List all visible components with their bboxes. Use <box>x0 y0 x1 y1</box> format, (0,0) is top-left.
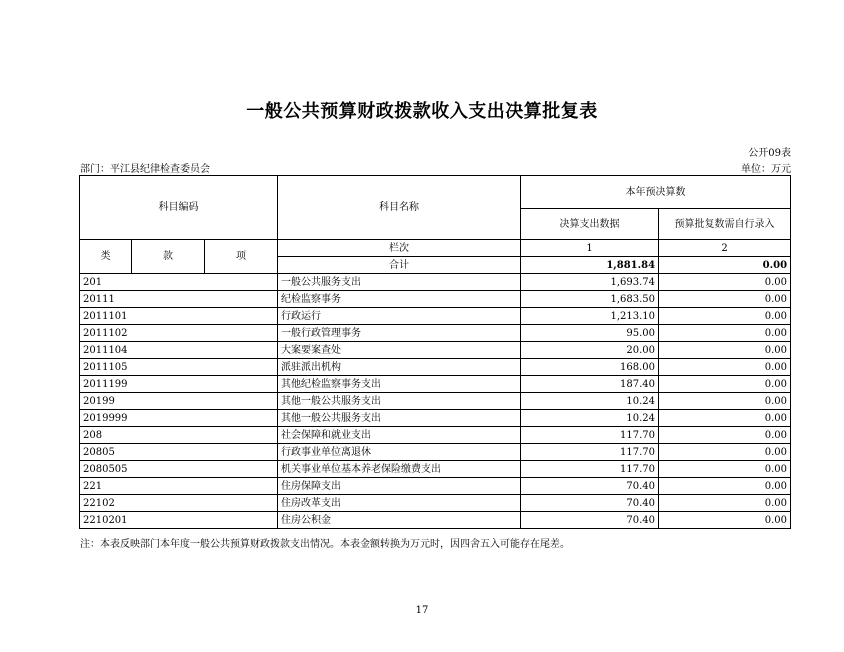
table-row <box>80 427 791 444</box>
row-approval: 0.00 <box>659 325 791 342</box>
row-name: 派驻派出机构 <box>278 359 521 376</box>
row-code: 2011105 <box>80 359 278 376</box>
row-code: 208 <box>80 427 278 444</box>
unit-label: 单位：万元 <box>741 164 791 175</box>
row-name: 大案要案查处 <box>278 342 521 359</box>
table-row <box>80 393 791 410</box>
column-order-label: 栏次 <box>278 240 521 257</box>
row-approval: 0.00 <box>659 427 791 444</box>
row-code: 22102 <box>80 495 278 512</box>
table-row <box>80 512 791 529</box>
row-code: 2011102 <box>80 325 278 342</box>
row-name: 行政事业单位离退休 <box>278 444 521 461</box>
table-row <box>80 461 791 478</box>
department-label: 部门：平江县纪律检查委员会 <box>80 164 210 175</box>
row-approval: 0.00 <box>659 308 791 325</box>
table-row <box>80 291 791 308</box>
row-name: 行政运行 <box>278 308 521 325</box>
row-name: 其他一般公共服务支出 <box>278 393 521 410</box>
footnote: 注：本表反映部门本年度一般公共预算财政拨款支出情况。本表金额转换为万元时，因四舍五入可能存在尾差。 <box>80 539 570 550</box>
table-row <box>80 342 791 359</box>
row-final: 1,683.50 <box>521 291 659 308</box>
row-code: 20199 <box>80 393 278 410</box>
header-subject-name: 科目名称 <box>278 176 521 240</box>
table-row <box>80 444 791 461</box>
row-approval: 0.00 <box>659 478 791 495</box>
row-name: 一般行政管理事务 <box>278 325 521 342</box>
row-approval: 0.00 <box>659 342 791 359</box>
column-order-1: 1 <box>521 240 659 257</box>
total-label: 合计 <box>278 257 521 274</box>
row-code: 221 <box>80 478 278 495</box>
table-row <box>80 325 791 342</box>
row-code: 2080505 <box>80 461 278 478</box>
page-number: 17 <box>415 605 429 616</box>
row-name: 其他一般公共服务支出 <box>278 410 521 427</box>
header-kuan: 款 <box>132 240 205 274</box>
row-code: 2011104 <box>80 342 278 359</box>
row-final: 10.24 <box>521 393 659 410</box>
page-title: 一般公共预算财政拨款收入支出决算批复表 <box>246 101 598 122</box>
row-approval: 0.00 <box>659 291 791 308</box>
row-approval: 0.00 <box>659 393 791 410</box>
row-final: 187.40 <box>521 376 659 393</box>
row-approval: 0.00 <box>659 495 791 512</box>
row-name: 社会保障和就业支出 <box>278 427 521 444</box>
row-final: 70.40 <box>521 495 659 512</box>
row-code: 20111 <box>80 291 278 308</box>
table-row <box>80 376 791 393</box>
row-name: 纪检监察事务 <box>278 291 521 308</box>
row-code: 201 <box>80 274 278 291</box>
budget-table <box>79 175 791 529</box>
row-final: 168.00 <box>521 359 659 376</box>
row-final: 117.70 <box>521 461 659 478</box>
header-row-1 <box>80 176 791 209</box>
header-final-expenditure: 决算支出数据 <box>521 209 659 240</box>
row-final: 1,213.10 <box>521 308 659 325</box>
row-approval: 0.00 <box>659 461 791 478</box>
header-lei: 类 <box>80 240 132 274</box>
row-approval: 0.00 <box>659 359 791 376</box>
row-code: 2019999 <box>80 410 278 427</box>
row-final: 117.70 <box>521 427 659 444</box>
row-approval: 0.00 <box>659 444 791 461</box>
total-final: 1,881.84 <box>521 257 659 274</box>
row-final: 10.24 <box>521 410 659 427</box>
header-approval-entry: 预算批复数需自行录入 <box>659 209 791 240</box>
row-approval: 0.00 <box>659 376 791 393</box>
table-row <box>80 410 791 427</box>
row-code: 2011101 <box>80 308 278 325</box>
row-name: 住房改革支出 <box>278 495 521 512</box>
row-final: 95.00 <box>521 325 659 342</box>
header-subject-code: 科目编码 <box>80 176 278 240</box>
header-row-3 <box>80 240 791 257</box>
table-row <box>80 274 791 291</box>
row-final: 70.40 <box>521 512 659 529</box>
row-name: 其他纪检监察事务支出 <box>278 376 521 393</box>
table-row <box>80 308 791 325</box>
row-name: 一般公共服务支出 <box>278 274 521 291</box>
row-final: 117.70 <box>521 444 659 461</box>
row-name: 机关事业单位基本养老保险缴费支出 <box>278 461 521 478</box>
row-approval: 0.00 <box>659 512 791 529</box>
row-code: 2011199 <box>80 376 278 393</box>
row-name: 住房保障支出 <box>278 478 521 495</box>
table-row <box>80 495 791 512</box>
row-code: 2210201 <box>80 512 278 529</box>
row-final: 20.00 <box>521 342 659 359</box>
column-order-2: 2 <box>659 240 791 257</box>
row-final: 1,693.74 <box>521 274 659 291</box>
header-budget-group: 本年预决算数 <box>521 176 791 209</box>
form-code: 公开09表 <box>748 148 791 159</box>
row-final: 70.40 <box>521 478 659 495</box>
table-row <box>80 359 791 376</box>
table-row <box>80 478 791 495</box>
row-code: 20805 <box>80 444 278 461</box>
row-approval: 0.00 <box>659 410 791 427</box>
header-xiang: 项 <box>205 240 278 274</box>
row-approval: 0.00 <box>659 274 791 291</box>
row-name: 住房公积金 <box>278 512 521 529</box>
total-approval: 0.00 <box>659 257 791 274</box>
